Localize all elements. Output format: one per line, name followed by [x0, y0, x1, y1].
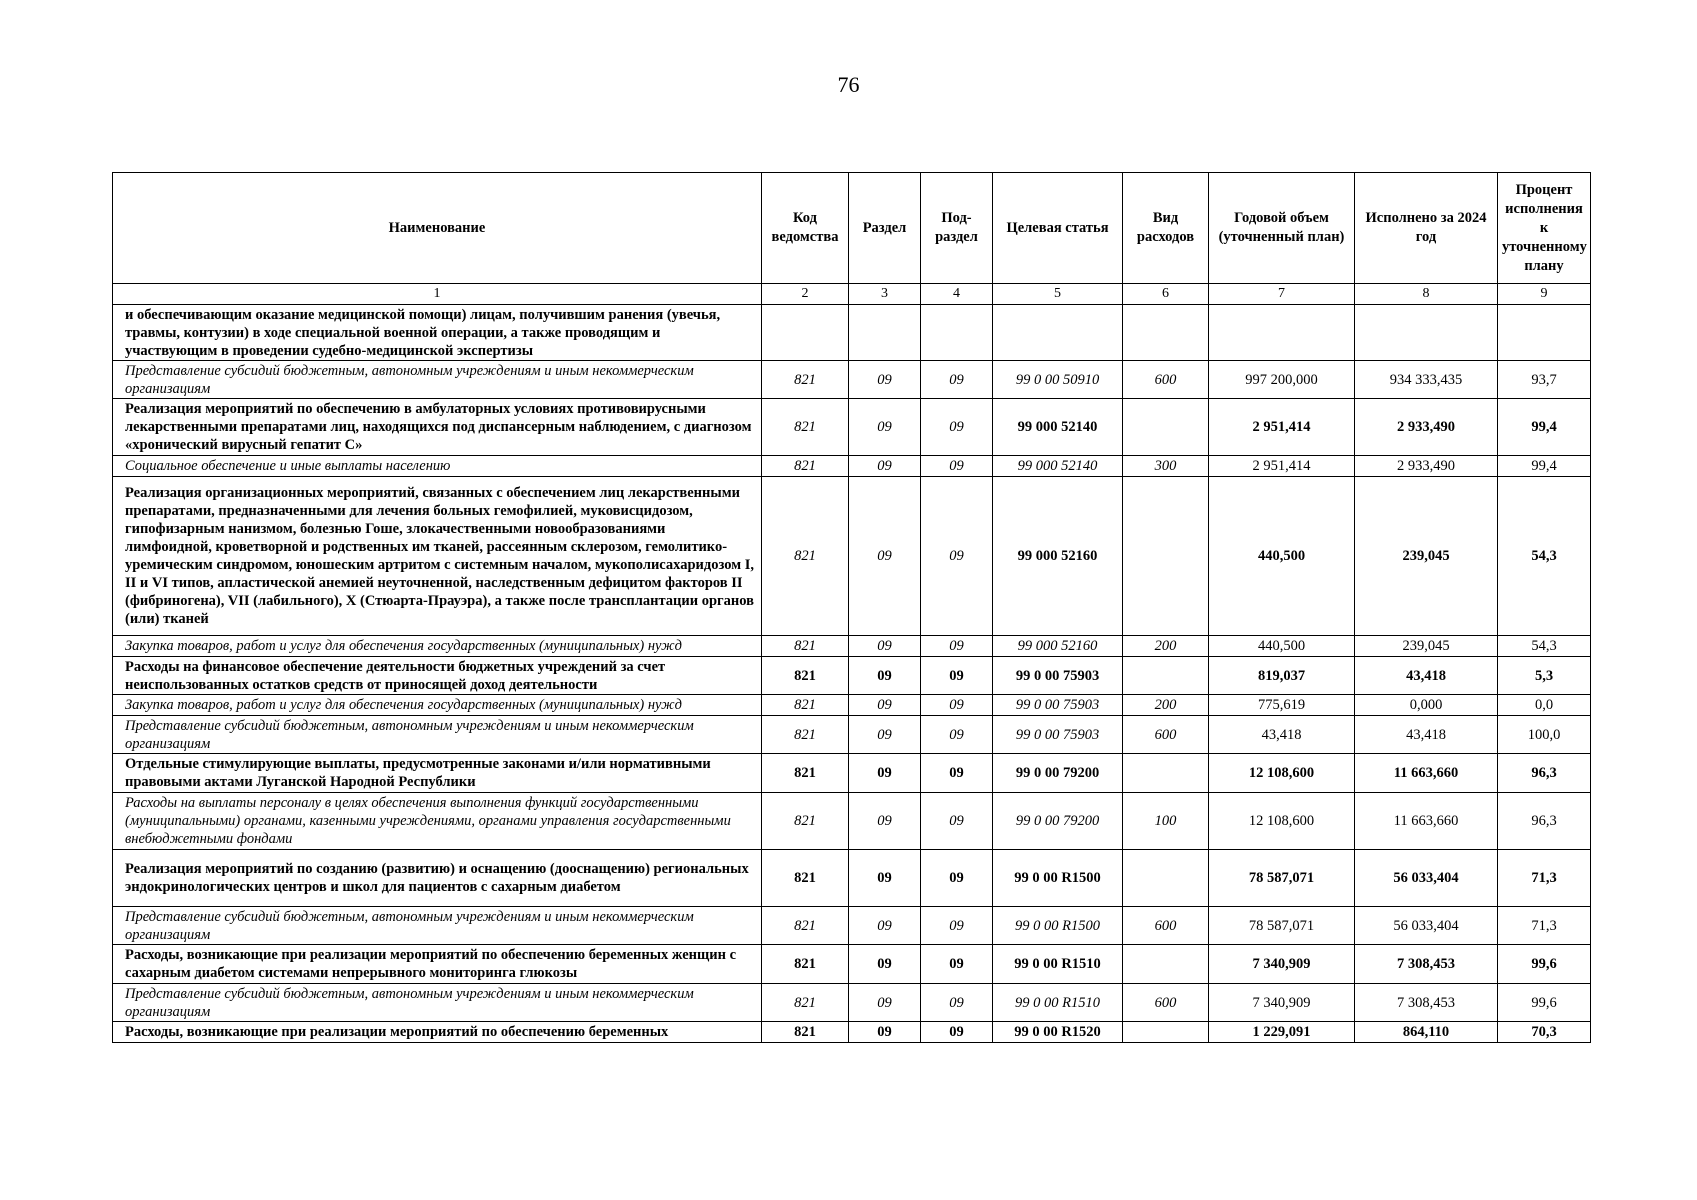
- subsection-cell: 09: [921, 477, 993, 636]
- header-row: [113, 173, 1591, 284]
- header-expense-type: Вид расходов: [1123, 173, 1209, 284]
- executed-cell: 239,045: [1355, 477, 1498, 636]
- row-name: Представление субсидий бюджетным, автономным учреждениям и иным некоммерческим организациям: [113, 984, 762, 1022]
- percent-cell: 99,4: [1498, 456, 1591, 477]
- column-number: 3: [849, 284, 921, 305]
- expense-type-cell: [1123, 305, 1209, 361]
- header-percent: Процент исполнения к уточненному плану: [1498, 173, 1591, 284]
- row-name: Представление субсидий бюджетным, автономным учреждениям и иным некоммерческим организациям: [113, 716, 762, 754]
- target-item-cell: 99 000 52160: [993, 477, 1123, 636]
- subsection-cell: 09: [921, 456, 993, 477]
- dept-code-cell: 821: [762, 361, 849, 399]
- row-name: Реализация мероприятий по созданию (развитию) и оснащению (дооснащению) региональных эндокринологических центров и школ для пациентов с сахарным диабетом: [113, 850, 762, 907]
- percent-cell: 99,4: [1498, 399, 1591, 456]
- expense-type-cell: [1123, 945, 1209, 984]
- dept-code-cell: 821: [762, 945, 849, 984]
- target-item-cell: 99 0 00 75903: [993, 716, 1123, 754]
- row-name: Закупка товаров, работ и услуг для обеспечения государственных (муниципальных) нужд: [113, 636, 762, 657]
- section-cell: 09: [849, 850, 921, 907]
- executed-cell: 239,045: [1355, 636, 1498, 657]
- executed-cell: 2 933,490: [1355, 399, 1498, 456]
- expense-type-cell: 600: [1123, 984, 1209, 1022]
- expense-type-cell: [1123, 399, 1209, 456]
- column-number: 6: [1123, 284, 1209, 305]
- section-cell: 09: [849, 945, 921, 984]
- annual-plan-cell: 78 587,071: [1209, 850, 1355, 907]
- row-name: Расходы на финансовое обеспечение деятельности бюджетных учреждений за счет неиспользованных остатков средств от приносящей доход деятельности: [113, 657, 762, 695]
- executed-cell: 2 933,490: [1355, 456, 1498, 477]
- row-name: Представление субсидий бюджетным, автономным учреждениям и иным некоммерческим организациям: [113, 361, 762, 399]
- expense-type-cell: 600: [1123, 361, 1209, 399]
- subsection-cell: 09: [921, 984, 993, 1022]
- expense-type-cell: [1123, 477, 1209, 636]
- executed-cell: 43,418: [1355, 716, 1498, 754]
- executed-cell: 43,418: [1355, 657, 1498, 695]
- table-row: [113, 1022, 1591, 1043]
- percent-cell: 71,3: [1498, 850, 1591, 907]
- percent-cell: 70,3: [1498, 1022, 1591, 1043]
- dept-code-cell: 821: [762, 716, 849, 754]
- target-item-cell: 99 0 00 75903: [993, 657, 1123, 695]
- table-row: [113, 477, 1591, 636]
- annual-plan-cell: 43,418: [1209, 716, 1355, 754]
- header-target-item: Целевая статья: [993, 173, 1123, 284]
- dept-code-cell: [762, 305, 849, 361]
- annual-plan-cell: 775,619: [1209, 695, 1355, 716]
- page-number: 76: [837, 72, 860, 97]
- table-row: [113, 399, 1591, 456]
- annual-plan-cell: 2 951,414: [1209, 456, 1355, 477]
- row-name: Отдельные стимулирующие выплаты, предусмотренные законами и/или нормативными правовыми актами Луганской Народной Республики: [113, 754, 762, 793]
- subsection-cell: 09: [921, 1022, 993, 1043]
- percent-cell: 0,0: [1498, 695, 1591, 716]
- percent-cell: 99,6: [1498, 984, 1591, 1022]
- percent-cell: 54,3: [1498, 636, 1591, 657]
- subsection-cell: 09: [921, 716, 993, 754]
- section-cell: 09: [849, 793, 921, 850]
- executed-cell: 864,110: [1355, 1022, 1498, 1043]
- table-row: [113, 945, 1591, 984]
- target-item-cell: 99 0 00 50910: [993, 361, 1123, 399]
- header-dept-code: Код ведомства: [762, 173, 849, 284]
- percent-cell: 96,3: [1498, 754, 1591, 793]
- column-number: 7: [1209, 284, 1355, 305]
- expense-type-cell: 300: [1123, 456, 1209, 477]
- row-name: Представление субсидий бюджетным, автономным учреждениям и иным некоммерческим организациям: [113, 907, 762, 945]
- target-item-cell: 99 0 00 R1510: [993, 984, 1123, 1022]
- executed-cell: 7 308,453: [1355, 945, 1498, 984]
- row-name: Расходы, возникающие при реализации мероприятий по обеспечению беременных: [113, 1022, 762, 1043]
- table-row: [113, 636, 1591, 657]
- executed-cell: 56 033,404: [1355, 907, 1498, 945]
- header-subsection: Под-раздел: [921, 173, 993, 284]
- subsection-cell: 09: [921, 636, 993, 657]
- executed-cell: 11 663,660: [1355, 754, 1498, 793]
- annual-plan-cell: 7 340,909: [1209, 945, 1355, 984]
- annual-plan-cell: 7 340,909: [1209, 984, 1355, 1022]
- annual-plan-cell: [1209, 305, 1355, 361]
- expense-type-cell: [1123, 1022, 1209, 1043]
- header-executed: Исполнено за 2024 год: [1355, 173, 1498, 284]
- executed-cell: 11 663,660: [1355, 793, 1498, 850]
- section-cell: 09: [849, 361, 921, 399]
- percent-cell: 54,3: [1498, 477, 1591, 636]
- dept-code-cell: 821: [762, 850, 849, 907]
- target-item-cell: [993, 305, 1123, 361]
- column-number: 2: [762, 284, 849, 305]
- dept-code-cell: 821: [762, 695, 849, 716]
- section-cell: 09: [849, 984, 921, 1022]
- row-name: Расходы на выплаты персоналу в целях обеспечения выполнения функций государственными (муниципальными) органами, казенными учреждениями, органами управления государственными внебюджетными фондами: [113, 793, 762, 850]
- target-item-cell: 99 0 00 R1520: [993, 1022, 1123, 1043]
- column-number: 1: [113, 284, 762, 305]
- dept-code-cell: 821: [762, 399, 849, 456]
- subsection-cell: 09: [921, 850, 993, 907]
- target-item-cell: 99 0 00 75903: [993, 695, 1123, 716]
- header-name: Наименование: [113, 173, 762, 284]
- subsection-cell: 09: [921, 907, 993, 945]
- dept-code-cell: 821: [762, 1022, 849, 1043]
- section-cell: [849, 305, 921, 361]
- target-item-cell: 99 000 52140: [993, 399, 1123, 456]
- row-name: и обеспечивающим оказание медицинской помощи) лицам, получившим ранения (увечья, травмы, контузии) в ходе специальной военной операции, а также проводящим и участвующим в проведении судебно-медицинской экспертизы: [113, 305, 762, 361]
- expense-type-cell: [1123, 850, 1209, 907]
- table-row: [113, 657, 1591, 695]
- percent-cell: [1498, 305, 1591, 361]
- row-name: Реализация мероприятий по обеспечению в амбулаторных условиях противовирусными лекарственными препаратами лиц, находящихся под диспансерным наблюдением, с диагнозом «хронический вирусный гепатит С»: [113, 399, 762, 456]
- row-name: Социальное обеспечение и иные выплаты населению: [113, 456, 762, 477]
- table-row: [113, 984, 1591, 1022]
- section-cell: 09: [849, 716, 921, 754]
- target-item-cell: 99 0 00 R1510: [993, 945, 1123, 984]
- percent-cell: 99,6: [1498, 945, 1591, 984]
- subsection-cell: 09: [921, 657, 993, 695]
- budget-execution-table: [112, 172, 1591, 1043]
- dept-code-cell: 821: [762, 477, 849, 636]
- target-item-cell: 99 0 00 79200: [993, 754, 1123, 793]
- column-number: 5: [993, 284, 1123, 305]
- percent-cell: 5,3: [1498, 657, 1591, 695]
- executed-cell: 56 033,404: [1355, 850, 1498, 907]
- annual-plan-cell: 440,500: [1209, 477, 1355, 636]
- subsection-cell: 09: [921, 361, 993, 399]
- table-row: [113, 850, 1591, 907]
- dept-code-cell: 821: [762, 984, 849, 1022]
- annual-plan-cell: 12 108,600: [1209, 754, 1355, 793]
- table-row: [113, 793, 1591, 850]
- subsection-cell: 09: [921, 399, 993, 456]
- row-name: Реализация организационных мероприятий, связанных с обеспечением лиц лекарственными препаратами, предназначенными для лечения больных гемофилией, муковисцидозом, гипофизарным нанизмом, болезнью Гоше, злокачественными новообразованиями лимфоидной, кроветворной и родственных им тканей, рассеянным склерозом, гемолитико-уремическим синдромом, юношеским артритом с системным началом, мукополисахаридозом I, II и VI типов, апластической анемией неуточненной, наследственным дефицитом факторов II (фибриногена), VII (лабильного), X (Стюарта-Прауэра), а также после трансплантации органов (или) тканей: [113, 477, 762, 636]
- executed-cell: [1355, 305, 1498, 361]
- section-cell: 09: [849, 907, 921, 945]
- table-row: [113, 305, 1591, 361]
- header-annual-plan: Годовой объем (уточненный план): [1209, 173, 1355, 284]
- target-item-cell: 99 000 52140: [993, 456, 1123, 477]
- subsection-cell: 09: [921, 945, 993, 984]
- target-item-cell: 99 0 00 R1500: [993, 850, 1123, 907]
- dept-code-cell: 821: [762, 907, 849, 945]
- percent-cell: 71,3: [1498, 907, 1591, 945]
- annual-plan-cell: 78 587,071: [1209, 907, 1355, 945]
- executed-cell: 7 308,453: [1355, 984, 1498, 1022]
- annual-plan-cell: 440,500: [1209, 636, 1355, 657]
- executed-cell: 0,000: [1355, 695, 1498, 716]
- percent-cell: 96,3: [1498, 793, 1591, 850]
- expense-type-cell: 200: [1123, 695, 1209, 716]
- dept-code-cell: 821: [762, 456, 849, 477]
- annual-plan-cell: 2 951,414: [1209, 399, 1355, 456]
- expense-type-cell: 600: [1123, 716, 1209, 754]
- percent-cell: 93,7: [1498, 361, 1591, 399]
- expense-type-cell: [1123, 754, 1209, 793]
- expense-type-cell: [1123, 657, 1209, 695]
- annual-plan-cell: 12 108,600: [1209, 793, 1355, 850]
- expense-type-cell: 200: [1123, 636, 1209, 657]
- column-number-row: [113, 284, 1591, 305]
- subsection-cell: 09: [921, 695, 993, 716]
- table-row: [113, 907, 1591, 945]
- dept-code-cell: 821: [762, 657, 849, 695]
- dept-code-cell: 821: [762, 636, 849, 657]
- table-row: [113, 695, 1591, 716]
- column-number: 8: [1355, 284, 1498, 305]
- column-number: 9: [1498, 284, 1591, 305]
- table-row: [113, 361, 1591, 399]
- section-cell: 09: [849, 1022, 921, 1043]
- section-cell: 09: [849, 399, 921, 456]
- row-name: Расходы, возникающие при реализации мероприятий по обеспечению беременных женщин с сахарным диабетом системами непрерывного мониторинга глюкозы: [113, 945, 762, 984]
- dept-code-cell: 821: [762, 793, 849, 850]
- subsection-cell: 09: [921, 793, 993, 850]
- row-name: Закупка товаров, работ и услуг для обеспечения государственных (муниципальных) нужд: [113, 695, 762, 716]
- expense-type-cell: 600: [1123, 907, 1209, 945]
- percent-cell: 100,0: [1498, 716, 1591, 754]
- table-row: [113, 456, 1591, 477]
- section-cell: 09: [849, 477, 921, 636]
- table-body: [113, 305, 1591, 1043]
- dept-code-cell: 821: [762, 754, 849, 793]
- expense-type-cell: 100: [1123, 793, 1209, 850]
- section-cell: 09: [849, 657, 921, 695]
- annual-plan-cell: 1 229,091: [1209, 1022, 1355, 1043]
- section-cell: 09: [849, 754, 921, 793]
- annual-plan-cell: 819,037: [1209, 657, 1355, 695]
- subsection-cell: 09: [921, 754, 993, 793]
- header-section: Раздел: [849, 173, 921, 284]
- target-item-cell: 99 0 00 79200: [993, 793, 1123, 850]
- section-cell: 09: [849, 456, 921, 477]
- subsection-cell: [921, 305, 993, 361]
- section-cell: 09: [849, 636, 921, 657]
- section-cell: 09: [849, 695, 921, 716]
- table-row: [113, 754, 1591, 793]
- table-row: [113, 716, 1591, 754]
- executed-cell: 934 333,435: [1355, 361, 1498, 399]
- target-item-cell: 99 000 52160: [993, 636, 1123, 657]
- target-item-cell: 99 0 00 R1500: [993, 907, 1123, 945]
- annual-plan-cell: 997 200,000: [1209, 361, 1355, 399]
- column-number: 4: [921, 284, 993, 305]
